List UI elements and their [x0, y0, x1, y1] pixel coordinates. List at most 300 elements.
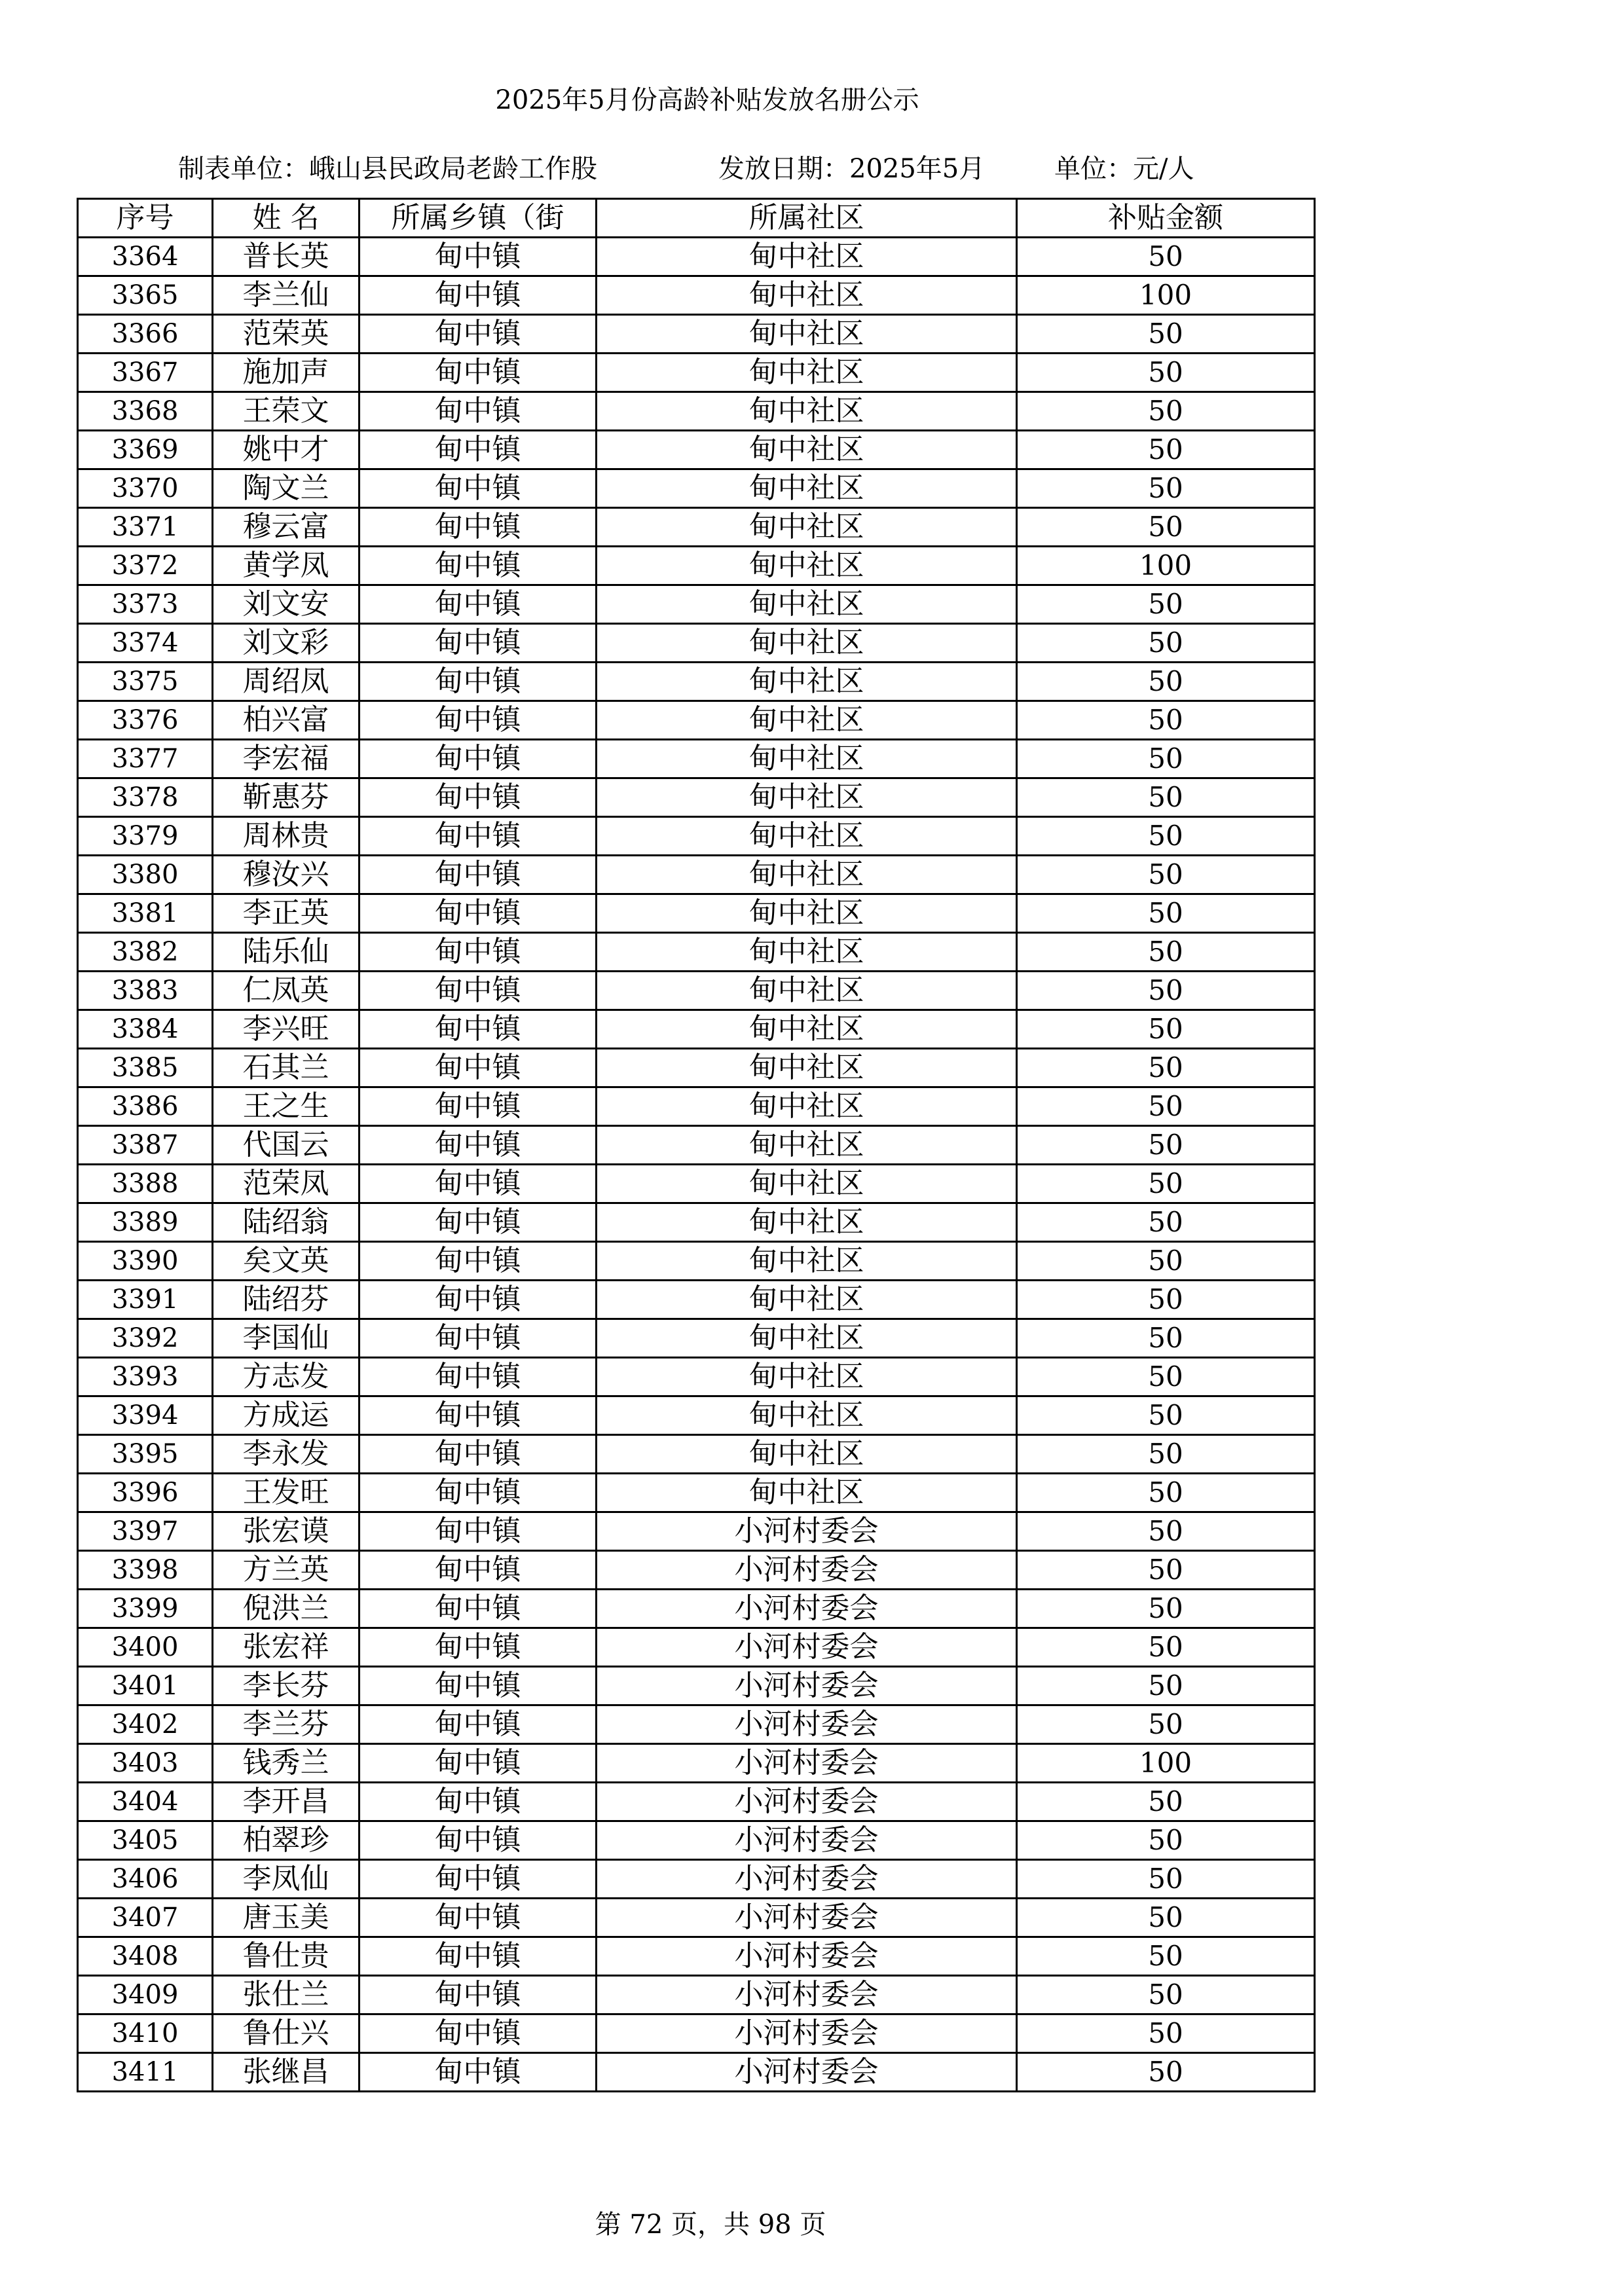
cell-community: 甸中社区: [597, 933, 1017, 972]
cell-name: 陆绍芬: [213, 1281, 360, 1319]
cell-amount: 100: [1017, 547, 1315, 585]
cell-seq: 3409: [78, 1976, 213, 2014]
cell-community: 甸中社区: [597, 1474, 1017, 1512]
cell-name: 矣文英: [213, 1242, 360, 1281]
subsidy-roster-table: [77, 198, 1316, 2092]
cell-township: 甸中镇: [360, 1126, 597, 1165]
cell-township: 甸中镇: [360, 856, 597, 894]
cell-seq: 3383: [78, 972, 213, 1010]
cell-township: 甸中镇: [360, 547, 597, 585]
cell-community: 甸中社区: [597, 740, 1017, 778]
table-row: [78, 1628, 1315, 1667]
cell-community: 甸中社区: [597, 1319, 1017, 1358]
cell-community: 小河村委会: [597, 1744, 1017, 1783]
cell-name: 范荣英: [213, 315, 360, 354]
cell-township: 甸中镇: [360, 1551, 597, 1590]
cell-amount: 50: [1017, 508, 1315, 547]
cell-amount: 50: [1017, 933, 1315, 972]
cell-community: 甸中社区: [597, 663, 1017, 701]
cell-name: 张宏谟: [213, 1512, 360, 1551]
cell-township: 甸中镇: [360, 1203, 597, 1242]
cell-township: 甸中镇: [360, 392, 597, 431]
cell-name: 柏翠珍: [213, 1821, 360, 1860]
table-row: [78, 508, 1315, 547]
table-row: [78, 276, 1315, 315]
header-community: 所属社区: [597, 199, 1017, 238]
table-row: [78, 431, 1315, 469]
cell-seq: 3395: [78, 1435, 213, 1474]
table-row: [78, 469, 1315, 508]
table-row: [78, 1087, 1315, 1126]
cell-amount: 50: [1017, 740, 1315, 778]
table-row: [78, 1512, 1315, 1551]
cell-township: 甸中镇: [360, 778, 597, 817]
cell-seq: 3388: [78, 1165, 213, 1203]
cell-community: 小河村委会: [597, 1628, 1017, 1667]
cell-name: 姚中才: [213, 431, 360, 469]
cell-seq: 3367: [78, 354, 213, 392]
page-title: 2025年5月份高龄补贴发放名册公示: [495, 85, 919, 115]
cell-township: 甸中镇: [360, 1087, 597, 1126]
cell-name: 范荣凤: [213, 1165, 360, 1203]
cell-amount: 50: [1017, 1126, 1315, 1165]
cell-amount: 50: [1017, 701, 1315, 740]
cell-seq: 3364: [78, 238, 213, 276]
cell-amount: 50: [1017, 1590, 1315, 1628]
cell-community: 小河村委会: [597, 1667, 1017, 1705]
cell-township: 甸中镇: [360, 1899, 597, 1937]
cell-amount: 50: [1017, 1087, 1315, 1126]
cell-community: 甸中社区: [597, 624, 1017, 663]
cell-seq: 3401: [78, 1667, 213, 1705]
table-row: [78, 1474, 1315, 1512]
cell-community: 甸中社区: [597, 1087, 1017, 1126]
cell-seq: 3386: [78, 1087, 213, 1126]
table-row: [78, 1319, 1315, 1358]
cell-community: 小河村委会: [597, 1551, 1017, 1590]
cell-township: 甸中镇: [360, 1860, 597, 1899]
cell-seq: 3380: [78, 856, 213, 894]
cell-name: 钱秀兰: [213, 1744, 360, 1783]
cell-seq: 3403: [78, 1744, 213, 1783]
table-row: [78, 585, 1315, 624]
cell-amount: 50: [1017, 856, 1315, 894]
cell-name: 王荣文: [213, 392, 360, 431]
currency-unit-label: 单位：: [1054, 154, 1133, 184]
table-row: [78, 1937, 1315, 1976]
cell-amount: 50: [1017, 1358, 1315, 1396]
cell-community: 甸中社区: [597, 469, 1017, 508]
cell-amount: 50: [1017, 972, 1315, 1010]
cell-community: 小河村委会: [597, 1821, 1017, 1860]
table-row: [78, 1860, 1315, 1899]
cell-seq: 3369: [78, 431, 213, 469]
cell-township: 甸中镇: [360, 469, 597, 508]
cell-community: 甸中社区: [597, 431, 1017, 469]
cell-amount: 50: [1017, 1281, 1315, 1319]
cell-seq: 3382: [78, 933, 213, 972]
issue-date: [718, 153, 985, 185]
cell-amount: 50: [1017, 1049, 1315, 1087]
table-row: [78, 1705, 1315, 1744]
cell-community: 甸中社区: [597, 585, 1017, 624]
cell-amount: 50: [1017, 2014, 1315, 2053]
header-amount: 补贴金额: [1017, 199, 1315, 238]
cell-community: 小河村委会: [597, 1512, 1017, 1551]
currency-unit-value: 元/人: [1133, 154, 1194, 184]
cell-township: 甸中镇: [360, 431, 597, 469]
cell-township: 甸中镇: [360, 1358, 597, 1396]
cell-amount: 50: [1017, 354, 1315, 392]
cell-name: 方志发: [213, 1358, 360, 1396]
cell-community: 小河村委会: [597, 1860, 1017, 1899]
cell-township: 甸中镇: [360, 585, 597, 624]
cell-amount: 100: [1017, 276, 1315, 315]
cell-name: 普长英: [213, 238, 360, 276]
table-row: [78, 1590, 1315, 1628]
cell-amount: 50: [1017, 1165, 1315, 1203]
cell-name: 倪洪兰: [213, 1590, 360, 1628]
table-row: [78, 1551, 1315, 1590]
cell-township: 甸中镇: [360, 817, 597, 856]
cell-community: 甸中社区: [597, 1165, 1017, 1203]
cell-seq: 3377: [78, 740, 213, 778]
cell-community: 甸中社区: [597, 1049, 1017, 1087]
cell-township: 甸中镇: [360, 1319, 597, 1358]
cell-name: 李正英: [213, 894, 360, 933]
table-row: [78, 856, 1315, 894]
cell-township: 甸中镇: [360, 972, 597, 1010]
cell-amount: 50: [1017, 315, 1315, 354]
cell-amount: 50: [1017, 894, 1315, 933]
cell-seq: 3370: [78, 469, 213, 508]
cell-community: 甸中社区: [597, 1010, 1017, 1049]
cell-community: 甸中社区: [597, 508, 1017, 547]
cell-township: 甸中镇: [360, 933, 597, 972]
table-row: [78, 933, 1315, 972]
cell-seq: 3371: [78, 508, 213, 547]
cell-community: 甸中社区: [597, 238, 1017, 276]
cell-township: 甸中镇: [360, 508, 597, 547]
table-row: [78, 1242, 1315, 1281]
table-row: [78, 740, 1315, 778]
header-township: 所属乡镇（街: [360, 199, 597, 238]
cell-seq: 3399: [78, 1590, 213, 1628]
cell-seq: 3389: [78, 1203, 213, 1242]
cell-township: 甸中镇: [360, 1821, 597, 1860]
cell-township: 甸中镇: [360, 740, 597, 778]
cell-community: 小河村委会: [597, 1783, 1017, 1821]
cell-township: 甸中镇: [360, 1049, 597, 1087]
cell-community: 甸中社区: [597, 1396, 1017, 1435]
table-row: [78, 1821, 1315, 1860]
cell-seq: 3407: [78, 1899, 213, 1937]
cell-seq: 3387: [78, 1126, 213, 1165]
cell-seq: 3375: [78, 663, 213, 701]
cell-community: 甸中社区: [597, 315, 1017, 354]
cell-amount: 50: [1017, 1899, 1315, 1937]
cell-amount: 50: [1017, 778, 1315, 817]
cell-amount: 50: [1017, 2053, 1315, 2092]
cell-seq: 3405: [78, 1821, 213, 1860]
cell-amount: 50: [1017, 392, 1315, 431]
cell-township: 甸中镇: [360, 2053, 597, 2092]
cell-name: 李开昌: [213, 1783, 360, 1821]
cell-community: 甸中社区: [597, 894, 1017, 933]
cell-name: 张仕兰: [213, 1976, 360, 2014]
cell-amount: 50: [1017, 1435, 1315, 1474]
cell-amount: 50: [1017, 1474, 1315, 1512]
table-row: [78, 2014, 1315, 2053]
cell-seq: 3410: [78, 2014, 213, 2053]
cell-community: 甸中社区: [597, 276, 1017, 315]
table-row: [78, 238, 1315, 276]
cell-seq: 3376: [78, 701, 213, 740]
issuing-unit: [178, 153, 597, 185]
cell-amount: 50: [1017, 469, 1315, 508]
cell-name: 刘文安: [213, 585, 360, 624]
cell-seq: 3390: [78, 1242, 213, 1281]
cell-township: 甸中镇: [360, 1705, 597, 1744]
table-row: [78, 1281, 1315, 1319]
cell-seq: 3385: [78, 1049, 213, 1087]
cell-community: 甸中社区: [597, 778, 1017, 817]
cell-name: 陶文兰: [213, 469, 360, 508]
cell-seq: 3397: [78, 1512, 213, 1551]
issuing-unit-label: 制表单位：: [178, 154, 309, 184]
cell-amount: 50: [1017, 1821, 1315, 1860]
cell-township: 甸中镇: [360, 1667, 597, 1705]
table-row: [78, 547, 1315, 585]
cell-name: 刘文彩: [213, 624, 360, 663]
cell-seq: 3404: [78, 1783, 213, 1821]
cell-name: 李兰仙: [213, 276, 360, 315]
cell-community: 甸中社区: [597, 701, 1017, 740]
page-footer: 第 72 页，共 98 页: [595, 2210, 826, 2240]
cell-name: 柏兴富: [213, 701, 360, 740]
cell-township: 甸中镇: [360, 1396, 597, 1435]
cell-community: 甸中社区: [597, 1203, 1017, 1242]
issue-date-label: 发放日期：: [718, 154, 849, 184]
cell-township: 甸中镇: [360, 315, 597, 354]
cell-amount: 50: [1017, 1705, 1315, 1744]
cell-seq: 3411: [78, 2053, 213, 2092]
cell-township: 甸中镇: [360, 354, 597, 392]
cell-community: 甸中社区: [597, 547, 1017, 585]
cell-township: 甸中镇: [360, 1010, 597, 1049]
cell-name: 方兰英: [213, 1551, 360, 1590]
cell-community: 小河村委会: [597, 1976, 1017, 2014]
cell-community: 甸中社区: [597, 1435, 1017, 1474]
table-row: [78, 624, 1315, 663]
cell-seq: 3408: [78, 1937, 213, 1976]
table-header-row: [78, 199, 1315, 238]
cell-township: 甸中镇: [360, 1783, 597, 1821]
cell-name: 李长芬: [213, 1667, 360, 1705]
issue-date-value: 2025年5月: [849, 154, 986, 184]
table-row: [78, 778, 1315, 817]
cell-seq: 3400: [78, 1628, 213, 1667]
table-row: [78, 1049, 1315, 1087]
table-row: [78, 2053, 1315, 2092]
cell-seq: 3398: [78, 1551, 213, 1590]
cell-seq: 3406: [78, 1860, 213, 1899]
header-seq: 序号: [78, 199, 213, 238]
table-row: [78, 1976, 1315, 2014]
issuing-unit-value: 峨山县民政局老龄工作股: [309, 154, 597, 184]
cell-community: 小河村委会: [597, 1590, 1017, 1628]
table-row: [78, 1358, 1315, 1396]
cell-community: 甸中社区: [597, 392, 1017, 431]
cell-amount: 50: [1017, 1551, 1315, 1590]
cell-township: 甸中镇: [360, 1628, 597, 1667]
cell-community: 甸中社区: [597, 1281, 1017, 1319]
cell-amount: 50: [1017, 624, 1315, 663]
cell-name: 陆绍翁: [213, 1203, 360, 1242]
cell-township: 甸中镇: [360, 701, 597, 740]
cell-name: 鲁仕兴: [213, 2014, 360, 2053]
cell-community: 小河村委会: [597, 2014, 1017, 2053]
cell-name: 施加声: [213, 354, 360, 392]
table-row: [78, 1396, 1315, 1435]
cell-seq: 3393: [78, 1358, 213, 1396]
table-row: [78, 663, 1315, 701]
table-row: [78, 354, 1315, 392]
cell-township: 甸中镇: [360, 1474, 597, 1512]
table-row: [78, 972, 1315, 1010]
cell-community: 甸中社区: [597, 856, 1017, 894]
cell-name: 陆乐仙: [213, 933, 360, 972]
cell-amount: 50: [1017, 1319, 1315, 1358]
cell-name: 李兴旺: [213, 1010, 360, 1049]
cell-amount: 50: [1017, 1860, 1315, 1899]
cell-seq: 3372: [78, 547, 213, 585]
cell-township: 甸中镇: [360, 1590, 597, 1628]
cell-seq: 3394: [78, 1396, 213, 1435]
cell-amount: 50: [1017, 585, 1315, 624]
cell-seq: 3374: [78, 624, 213, 663]
cell-community: 小河村委会: [597, 1937, 1017, 1976]
header-name: 姓 名: [213, 199, 360, 238]
cell-seq: 3368: [78, 392, 213, 431]
table-body: [78, 238, 1315, 2092]
cell-township: 甸中镇: [360, 1744, 597, 1783]
cell-seq: 3384: [78, 1010, 213, 1049]
cell-township: 甸中镇: [360, 1281, 597, 1319]
cell-township: 甸中镇: [360, 663, 597, 701]
cell-name: 李国仙: [213, 1319, 360, 1358]
cell-community: 甸中社区: [597, 354, 1017, 392]
table-row: [78, 1744, 1315, 1783]
cell-name: 李永发: [213, 1435, 360, 1474]
cell-township: 甸中镇: [360, 624, 597, 663]
table-row: [78, 315, 1315, 354]
cell-seq: 3402: [78, 1705, 213, 1744]
cell-seq: 3365: [78, 276, 213, 315]
cell-amount: 50: [1017, 1242, 1315, 1281]
cell-amount: 50: [1017, 1667, 1315, 1705]
cell-name: 靳惠芬: [213, 778, 360, 817]
table-row: [78, 894, 1315, 933]
cell-amount: 50: [1017, 1512, 1315, 1551]
table-row: [78, 817, 1315, 856]
cell-amount: 50: [1017, 1203, 1315, 1242]
cell-community: 小河村委会: [597, 1705, 1017, 1744]
cell-amount: 50: [1017, 1937, 1315, 1976]
cell-seq: 3392: [78, 1319, 213, 1358]
cell-name: 李凤仙: [213, 1860, 360, 1899]
cell-name: 黄学凤: [213, 547, 360, 585]
table-row: [78, 701, 1315, 740]
cell-amount: 50: [1017, 817, 1315, 856]
cell-amount: 50: [1017, 1010, 1315, 1049]
cell-name: 代国云: [213, 1126, 360, 1165]
cell-community: 小河村委会: [597, 1899, 1017, 1937]
cell-amount: 100: [1017, 1744, 1315, 1783]
cell-name: 方成运: [213, 1396, 360, 1435]
cell-amount: 50: [1017, 1976, 1315, 2014]
cell-seq: 3378: [78, 778, 213, 817]
cell-amount: 50: [1017, 238, 1315, 276]
cell-township: 甸中镇: [360, 1976, 597, 2014]
cell-name: 张继昌: [213, 2053, 360, 2092]
cell-seq: 3379: [78, 817, 213, 856]
cell-seq: 3373: [78, 585, 213, 624]
cell-township: 甸中镇: [360, 1435, 597, 1474]
cell-community: 甸中社区: [597, 817, 1017, 856]
cell-amount: 50: [1017, 1396, 1315, 1435]
table-row: [78, 1010, 1315, 1049]
table-row: [78, 1667, 1315, 1705]
cell-amount: 50: [1017, 1628, 1315, 1667]
cell-name: 李宏福: [213, 740, 360, 778]
cell-name: 周林贵: [213, 817, 360, 856]
cell-township: 甸中镇: [360, 1937, 597, 1976]
cell-amount: 50: [1017, 431, 1315, 469]
cell-township: 甸中镇: [360, 894, 597, 933]
cell-seq: 3366: [78, 315, 213, 354]
cell-township: 甸中镇: [360, 1512, 597, 1551]
cell-seq: 3381: [78, 894, 213, 933]
cell-community: 甸中社区: [597, 1358, 1017, 1396]
cell-name: 王发旺: [213, 1474, 360, 1512]
cell-name: 王之生: [213, 1087, 360, 1126]
cell-township: 甸中镇: [360, 276, 597, 315]
cell-community: 甸中社区: [597, 972, 1017, 1010]
table-row: [78, 1203, 1315, 1242]
cell-township: 甸中镇: [360, 1165, 597, 1203]
cell-township: 甸中镇: [360, 1242, 597, 1281]
cell-name: 石其兰: [213, 1049, 360, 1087]
cell-name: 鲁仕贵: [213, 1937, 360, 1976]
cell-seq: 3396: [78, 1474, 213, 1512]
cell-amount: 50: [1017, 663, 1315, 701]
cell-amount: 50: [1017, 1783, 1315, 1821]
cell-township: 甸中镇: [360, 2014, 597, 2053]
cell-name: 周绍凤: [213, 663, 360, 701]
table-row: [78, 1899, 1315, 1937]
cell-community: 小河村委会: [597, 2053, 1017, 2092]
table-row: [78, 1126, 1315, 1165]
table-row: [78, 1165, 1315, 1203]
cell-seq: 3391: [78, 1281, 213, 1319]
cell-community: 甸中社区: [597, 1126, 1017, 1165]
cell-community: 甸中社区: [597, 1242, 1017, 1281]
cell-name: 李兰芬: [213, 1705, 360, 1744]
table-row: [78, 1783, 1315, 1821]
cell-name: 唐玉美: [213, 1899, 360, 1937]
currency-unit: [1054, 153, 1194, 185]
